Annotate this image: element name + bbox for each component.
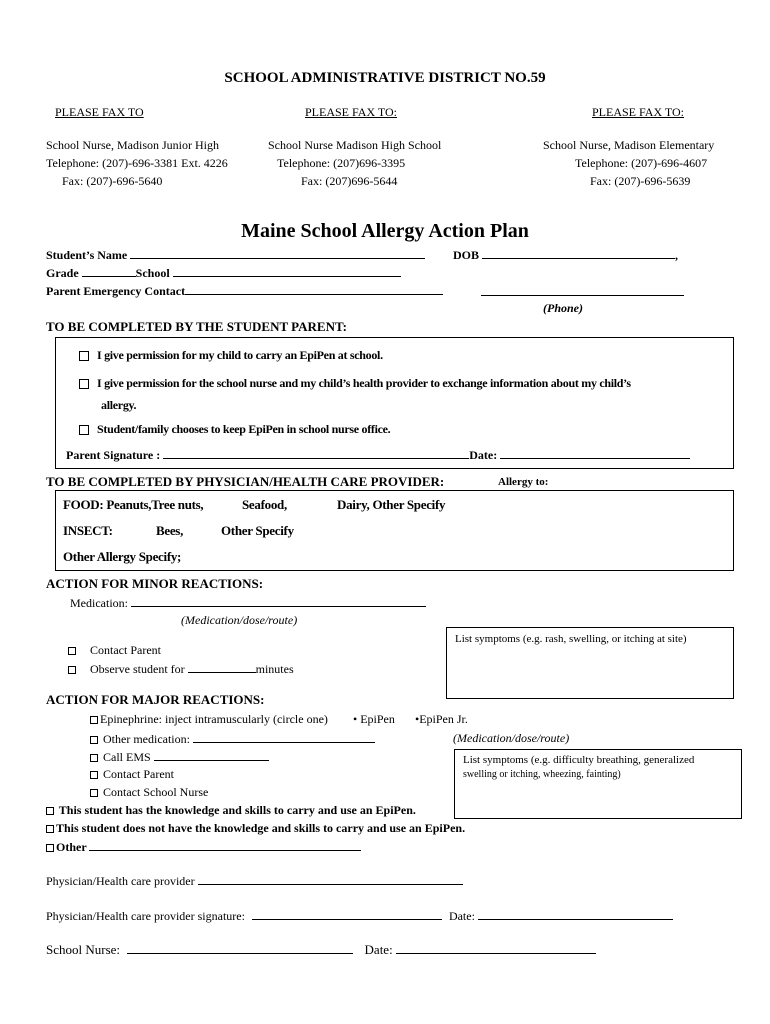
checkbox[interactable]: [79, 351, 89, 361]
provider-signature-row: [46, 908, 673, 924]
food-label[interactable]: FOOD: Peanuts,Tree nuts,: [63, 497, 204, 512]
major-option-contact-parent[interactable]: [90, 767, 174, 782]
high-school-name: School Nurse Madison High School: [268, 138, 442, 152]
elementary-name: School Nurse, Madison Elementary: [543, 138, 715, 152]
parent-section-heading: TO BE COMPLETED BY THE STUDENT PARENT:: [46, 319, 347, 334]
epipen-jr-option[interactable]: •EpiPen Jr.: [415, 712, 468, 726]
seafood-option[interactable]: Seafood,: [242, 497, 287, 512]
minor-option-observe[interactable]: [68, 661, 294, 677]
fax-heading-junior-high: PLEASE FAX TO: [55, 105, 144, 119]
student-name-row: [46, 247, 425, 263]
epinephrine-label: Epinephrine: inject intramuscularly (circle one): [100, 712, 328, 726]
minor-option-label: Observe student for: [90, 662, 185, 676]
minor-medication-caption: (Medication/dose/route): [181, 613, 298, 627]
other-label: Other: [56, 840, 87, 854]
knowledge-has[interactable]: [46, 803, 416, 818]
phone-field[interactable]: [481, 284, 684, 296]
parent-signature-field[interactable]: [163, 447, 469, 459]
no-knowledge-label: This student does not have the knowledge and skills to carry and use an EpiPen.: [56, 821, 466, 835]
junior-high-name: School Nurse, Madison Junior High: [46, 138, 219, 152]
form-title: Maine School Allergy Action Plan: [241, 220, 529, 242]
contact-nurse-label: Contact School Nurse: [103, 785, 209, 799]
parent-signature-row: [66, 447, 690, 463]
nurse-date-label: Date:: [364, 942, 393, 957]
nurse-date-field[interactable]: [396, 942, 596, 954]
bees-option[interactable]: Bees,: [156, 523, 184, 538]
district-title: SCHOOL ADMINISTRATIVE DISTRICT NO.59: [224, 70, 546, 86]
provider-row: [46, 873, 463, 889]
phone-field-wrap: [481, 283, 684, 301]
checkbox[interactable]: [90, 754, 98, 762]
parent-contact-label: Parent Emergency Contact: [46, 284, 186, 298]
checkbox[interactable]: [46, 825, 54, 833]
parent-option-continued: allergy.: [101, 398, 137, 412]
school-nurse-field[interactable]: [127, 942, 353, 954]
minor-symptoms-text: List symptoms (e.g. rash, swelling, or itching at site): [455, 633, 687, 645]
checkbox[interactable]: [79, 425, 89, 435]
parent-option-label: I give permission for the school nurse and my child’s health provider to exchange information about my child’s: [97, 376, 631, 390]
minor-reactions-heading: ACTION FOR MINOR REACTIONS:: [46, 576, 264, 591]
insect-label: INSECT:: [63, 523, 113, 538]
fax-heading-high-school: PLEASE FAX TO:: [305, 105, 398, 119]
physician-section-heading: TO BE COMPLETED BY PHYSICIAN/HEALTH CARE PROVIDER:: [46, 474, 445, 489]
minor-medication-row: [70, 595, 426, 611]
has-knowledge-label: This student has the knowledge and skills to carry and use an EpiPen.: [58, 803, 416, 817]
student-name-label: Student’s Name: [46, 248, 128, 262]
parent-option-label: I give permission for my child to carry an EpiPen at school.: [97, 348, 383, 362]
junior-high-telephone: Telephone: (207)-696-3381 Ext. 4226: [46, 156, 228, 170]
minor-medication-label: Medication:: [70, 596, 128, 610]
knowledge-none[interactable]: [46, 821, 465, 836]
provider-date-label: Date:: [448, 909, 475, 923]
school-nurse-label: School Nurse:: [46, 942, 121, 957]
provider-field[interactable]: [198, 873, 463, 885]
parent-option-exchange-info[interactable]: [79, 376, 631, 391]
dob-row: [453, 247, 678, 263]
checkbox[interactable]: [68, 647, 76, 655]
allergy-to-label: Allergy to:: [498, 476, 549, 488]
grade-field[interactable]: [82, 265, 136, 277]
observe-minutes-field[interactable]: [188, 661, 256, 673]
high-school-fax: Fax: (207)696-5644: [301, 174, 398, 188]
major-symptoms-line2: swelling or itching, wheezing, fainting): [463, 769, 621, 780]
minutes-label: minutes: [255, 662, 294, 676]
parent-option-nurse-office[interactable]: [79, 422, 390, 437]
checkbox[interactable]: [90, 716, 98, 724]
parent-contact-field[interactable]: [185, 283, 443, 295]
contact-parent-label: Contact Parent: [103, 767, 174, 781]
parent-date-label: Date:: [469, 448, 498, 462]
insect-other-option[interactable]: Other Specify: [221, 523, 294, 538]
call-ems-field[interactable]: [154, 749, 269, 761]
checkbox[interactable]: [90, 771, 98, 779]
provider-signature-field[interactable]: [252, 908, 442, 920]
checkbox[interactable]: [46, 807, 54, 815]
high-school-telephone: Telephone: (207)696-3395: [277, 156, 406, 170]
dob-label: DOB: [453, 248, 480, 262]
phone-caption: (Phone): [543, 301, 583, 315]
checkbox[interactable]: [90, 789, 98, 797]
parent-contact-row: [46, 283, 443, 299]
dob-trailing: ,: [675, 248, 679, 262]
provider-signature-label: Physician/Health care provider signature:: [46, 909, 245, 923]
school-field[interactable]: [173, 265, 401, 277]
minor-medication-field[interactable]: [131, 595, 426, 607]
major-option-call-ems[interactable]: [90, 749, 269, 765]
major-option-contact-nurse[interactable]: [90, 785, 208, 800]
parent-signature-label: Parent Signature :: [66, 448, 161, 462]
minor-option-contact-parent[interactable]: [68, 643, 161, 658]
parent-option-carry-epipen[interactable]: [79, 348, 383, 363]
grade-school-row: [46, 265, 401, 281]
school-label: School: [135, 266, 170, 280]
checkbox[interactable]: [46, 844, 54, 852]
provider-label: Physician/Health care provider: [46, 874, 195, 888]
elementary-telephone: Telephone: (207)-696-4607: [575, 156, 708, 170]
other-allergy-label[interactable]: Other Allergy Specify;: [63, 549, 182, 564]
checkbox[interactable]: [90, 736, 98, 744]
epipen-option[interactable]: • EpiPen: [353, 712, 395, 726]
school-nurse-row: [46, 942, 596, 958]
major-symptoms-line1: List symptoms (e.g. difficulty breathing, generalized: [463, 754, 695, 766]
other-field[interactable]: [89, 839, 361, 851]
dairy-other-option[interactable]: Dairy, Other Specify: [337, 497, 446, 512]
grade-label: Grade: [46, 266, 79, 280]
checkbox[interactable]: [79, 379, 89, 389]
junior-high-fax: Fax: (207)-696-5640: [62, 174, 163, 188]
other-medication-label: Other medication:: [103, 732, 190, 746]
minor-option-label: Contact Parent: [90, 643, 161, 657]
checkbox[interactable]: [68, 666, 76, 674]
call-ems-label: Call EMS: [103, 750, 151, 764]
other-medication-field[interactable]: [193, 731, 375, 743]
major-reactions-heading: ACTION FOR MAJOR REACTIONS:: [46, 692, 265, 707]
major-option-other-medication[interactable]: [90, 731, 375, 747]
parent-option-label: Student/family chooses to keep EpiPen in school nurse office.: [97, 422, 391, 436]
fax-heading-elementary: PLEASE FAX TO:: [592, 105, 685, 119]
knowledge-other[interactable]: [46, 839, 361, 855]
student-name-field[interactable]: [130, 247, 425, 259]
provider-date-field[interactable]: [478, 908, 673, 920]
parent-date-field[interactable]: [500, 447, 690, 459]
major-medication-caption: (Medication/dose/route): [453, 731, 570, 745]
major-option-epinephrine[interactable]: [90, 712, 328, 727]
elementary-fax: Fax: (207)-696-5639: [590, 174, 691, 188]
dob-field[interactable]: [482, 247, 675, 259]
